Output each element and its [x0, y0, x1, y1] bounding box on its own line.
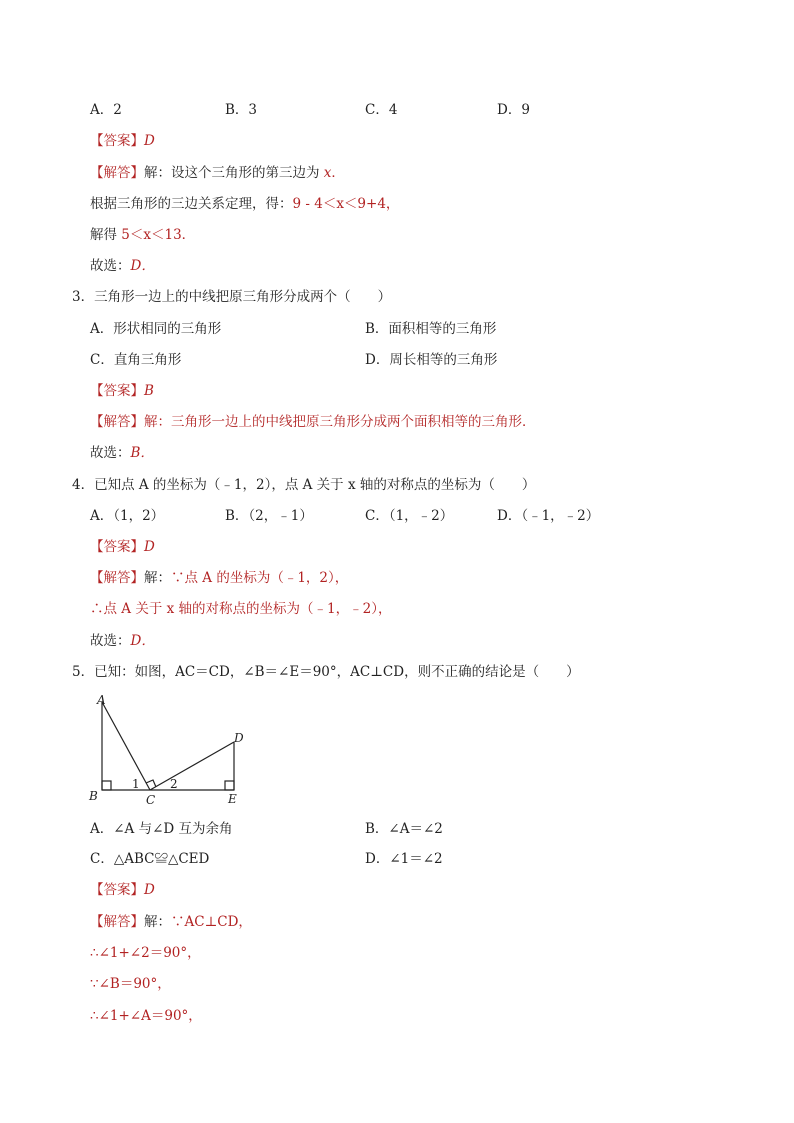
solution-text: ∴∠1+∠2＝90°， — [90, 945, 201, 961]
q2-option-b: B．3 — [225, 102, 258, 118]
segment-cd — [150, 742, 234, 790]
solution-math: 9 - 4＜x＜9+4， — [292, 196, 400, 212]
solution-tag: 【解答】 — [90, 570, 144, 586]
q5-solution-line-2 — [90, 944, 201, 962]
q5-option-c: C．△ABC≌△CED — [90, 851, 210, 867]
q2-option-d: D．9 — [497, 102, 530, 118]
solution-text: 根据三角形的三边关系定理，得： — [90, 196, 293, 212]
answer-value: B — [144, 383, 154, 399]
solution-text: ∵∠B＝90°， — [90, 976, 171, 992]
choose-label: 故选： — [90, 633, 131, 649]
right-angle-e — [225, 781, 234, 790]
answer-value: D — [144, 539, 155, 555]
q4-option-a: A．（1，2） — [90, 508, 165, 524]
answer-tag: 【答案】 — [90, 133, 144, 149]
q5-option-d: D．∠1＝∠2 — [365, 851, 443, 867]
answer-tag: 【答案】 — [90, 383, 144, 399]
q2-option-c: C．4 — [365, 102, 398, 118]
label-e: E — [228, 792, 237, 806]
label-b: B — [89, 789, 98, 803]
answer-tag: 【答案】 — [90, 539, 144, 555]
q2-solution-line-3 — [90, 226, 195, 244]
q3-choose-line — [90, 444, 154, 462]
answer-value: D — [144, 882, 155, 898]
answer-value: D — [144, 133, 155, 149]
choose-value: D． — [130, 258, 155, 274]
q3-solution-line — [90, 413, 536, 431]
solution-text: 解：三角形一边上的中线把原三角形分成两个面积相等的三角形． — [144, 414, 536, 430]
solution-tag: 【解答】 — [90, 914, 144, 930]
label-angle-2: 2 — [170, 777, 178, 791]
q3-option-c: C．直角三角形 — [90, 352, 182, 368]
q5-figure — [84, 690, 254, 810]
q2-answer-line — [90, 132, 155, 150]
q3-option-b: B．面积相等的三角形 — [365, 321, 497, 337]
q3-stem: 3．三角形一边上的中线把原三角形分成两个（ ） — [72, 289, 392, 305]
q5-solution-line-3 — [90, 975, 171, 993]
q4-option-c: C．（1，﹣2） — [365, 508, 454, 524]
label-d: D — [234, 731, 244, 745]
choose-label: 故选： — [90, 258, 131, 274]
q3-answer-line — [90, 382, 154, 400]
q2-solution-line-2 — [90, 195, 399, 213]
solution-text: ∴点 A 关于 x 轴的对称点的坐标为（﹣1，﹣2）， — [90, 601, 392, 617]
solution-text: 解：设这个三角形的第三边为 — [144, 165, 324, 181]
q5-answer-line — [90, 881, 155, 899]
label-a: A — [97, 693, 106, 707]
q4-choose-line — [90, 632, 155, 650]
choose-value: D． — [130, 633, 155, 649]
q5-solution-line-4 — [90, 1007, 202, 1025]
solution-tag: 【解答】 — [90, 165, 144, 181]
answer-tag: 【答案】 — [90, 882, 144, 898]
q4-option-b: B．（2，﹣1） — [225, 508, 313, 524]
solution-prefix: 解： — [144, 570, 171, 586]
q5-option-a: A．∠A 与∠D 互为余角 — [90, 821, 233, 837]
solution-text: ∵点 A 的坐标为（﹣1，2）， — [171, 570, 349, 586]
choose-value: B． — [130, 445, 154, 461]
solution-tag: 【解答】 — [90, 414, 144, 430]
q5-solution-line-1 — [90, 913, 252, 931]
solution-text: ∴∠1+∠A＝90°， — [90, 1008, 202, 1024]
solution-math: 5＜x＜13． — [121, 227, 196, 243]
q4-solution-line-1 — [90, 569, 348, 587]
solution-var: x — [323, 165, 332, 181]
q5-option-b: B．∠A＝∠2 — [365, 821, 443, 837]
q3-option-a: A．形状相同的三角形 — [90, 321, 222, 337]
q4-solution-line-2 — [90, 600, 391, 618]
right-angle-b — [102, 781, 111, 790]
label-c: C — [146, 793, 156, 807]
q4-option-d: D．（﹣1，﹣2） — [497, 508, 600, 524]
solution-text: ∵AC⊥CD， — [171, 914, 252, 930]
choose-label: 故选： — [90, 445, 131, 461]
q2-choose-line — [90, 257, 155, 275]
q4-answer-line — [90, 538, 155, 556]
q5-stem: 5．已知：如图，AC＝CD，∠B＝∠E＝90°，AC⊥CD，则不正确的结论是（ ） — [72, 664, 580, 680]
q2-solution-line-1: 【解答】解：设这个三角形的第三边为 x． — [90, 165, 345, 181]
q3-option-d: D．周长相等的三角形 — [365, 352, 498, 368]
solution-prefix: 解： — [144, 914, 171, 930]
q4-stem: 4．已知点 A 的坐标为（﹣1，2），点 A 关于 x 轴的对称点的坐标为（ ） — [72, 477, 536, 493]
q2-option-a: A．2 — [90, 102, 122, 118]
label-angle-1: 1 — [132, 777, 140, 791]
solution-text: 解得 — [90, 227, 122, 243]
segment-ac — [102, 702, 150, 790]
